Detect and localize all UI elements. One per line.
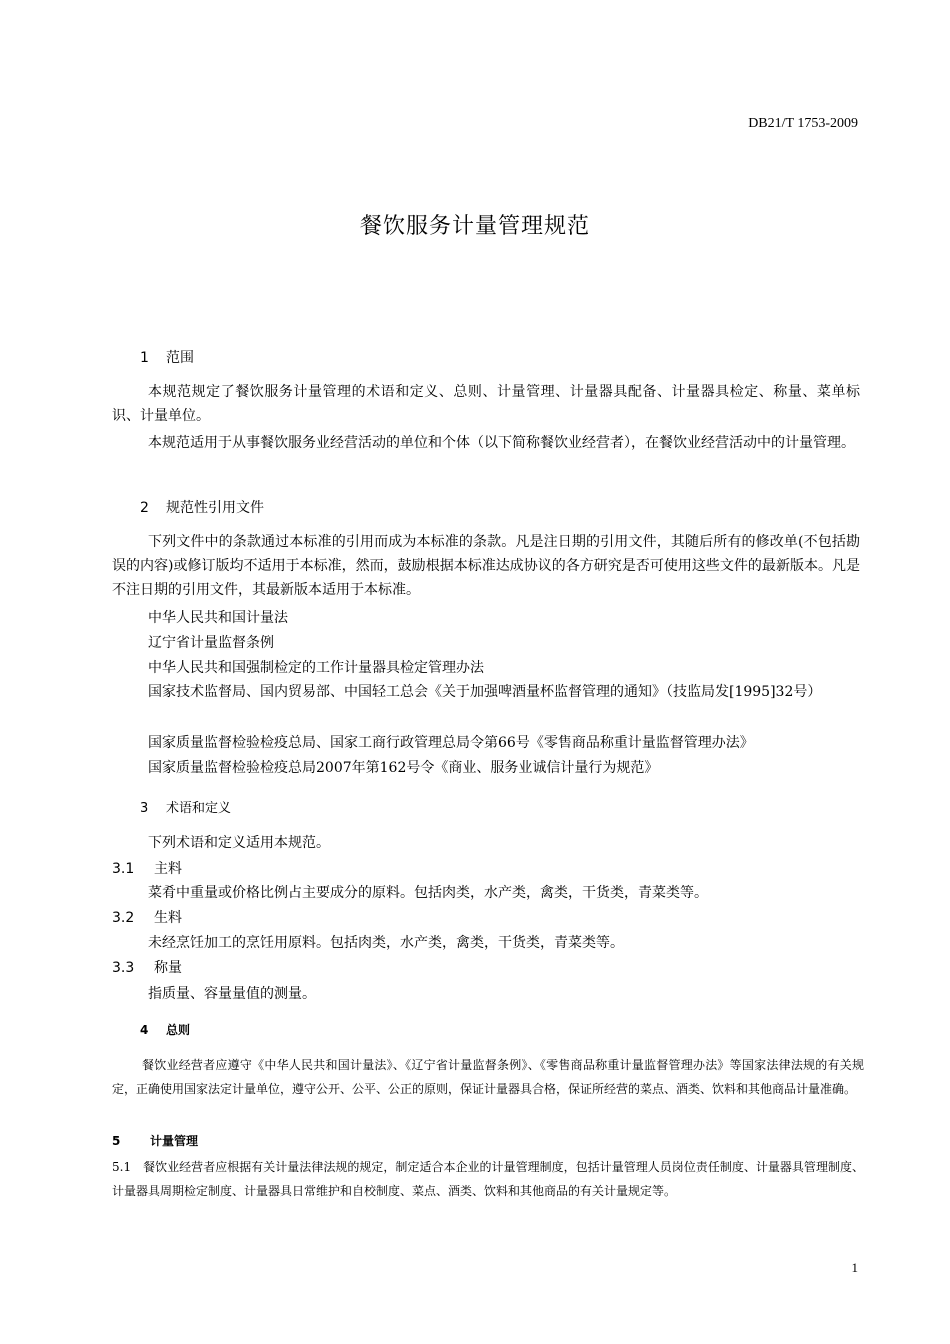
section-title: 规范性引用文件 <box>166 500 264 516</box>
term-name: 称量 <box>154 960 182 976</box>
section-number: 3 <box>140 801 149 816</box>
term-heading: 3.3 称量 <box>112 960 182 976</box>
paragraph: 本规范规定了餐饮服务计量管理的术语和定义、总则、计量管理、计量器具配备、计量器具检定、称量、菜单标识、计量单位。 <box>112 384 860 424</box>
section-title: 总则 <box>166 1023 191 1037</box>
section-2-heading <box>140 497 264 517</box>
page-number: 1 <box>851 1260 858 1275</box>
standard-code: DB21/T 1753-2009 <box>748 116 858 131</box>
section-number: 5 <box>112 1134 121 1148</box>
term-name: 生料 <box>154 910 182 926</box>
reference-item: 中华人民共和国强制检定的工作计量器具检定管理办法 <box>148 660 484 676</box>
section-title: 术语和定义 <box>166 801 232 816</box>
term-heading: 3.2 生料 <box>112 910 182 926</box>
section-number: 1 <box>140 350 149 366</box>
reference-item: 国家质量监督检验检疫总局、国家工商行政管理总局令第66号《零售商品称重计量监督管理办法》 <box>148 735 754 751</box>
term-heading: 3.1 主料 <box>112 861 182 877</box>
section-title: 范围 <box>166 350 194 366</box>
section-1-heading <box>140 347 194 367</box>
term-definition: 未经烹饪加工的烹饪用原料。包括肉类，水产类，禽类，干货类，青菜类等。 <box>148 935 624 951</box>
section-5-heading <box>112 1132 198 1149</box>
section-number: 2 <box>140 500 149 516</box>
term-definition: 指质量、容量量值的测量。 <box>148 986 316 1002</box>
reference-item: 中华人民共和国计量法 <box>148 610 288 626</box>
section-4-heading <box>140 1021 190 1038</box>
section-3-heading <box>140 797 231 816</box>
section-title: 计量管理 <box>150 1134 199 1148</box>
section-intro: 下列术语和定义适用本规范。 <box>148 835 330 851</box>
reference-item: 国家质量监督检验检疫总局2007年第162号令《商业、服务业诚信计量行为规范》 <box>148 760 659 776</box>
paragraph: 下列文件中的条款通过本标准的引用而成为本标准的条款。凡是注日期的引用文件，其随后所有的修改单(不包括勘误的内容)或修订版均不适用于本标准，然而，鼓励根据本标准达成协议的各方研究是否可使用这些文件的最新版本。凡是不注日期的引用文件，其最新版本适用于本标准。 <box>112 534 860 598</box>
paragraph: 5.1 餐饮业经营者应根据有关计量法律法规的规定，制定适合本企业的计量管理制度，包括计量管理人员岗位责任制度、计量器具管理制度、计量器具周期检定制度、计量器具日常维护和自校制度、菜点、酒类、饮料和其他商品的有关计量规定等。 <box>112 1160 864 1198</box>
term-definition: 菜肴中重量或价格比例占主要成分的原料。包括肉类，水产类，禽类，干货类，青菜类等。 <box>148 885 708 901</box>
term-name: 主料 <box>154 861 182 877</box>
paragraph: 本规范适用于从事餐饮服务业经营活动的单位和个体（以下简称餐饮业经营者），在餐饮业经营活动中的计量管理。 <box>148 435 855 451</box>
document-title: 餐饮服务计量管理规范 <box>359 214 590 239</box>
reference-item: 辽宁省计量监督条例 <box>148 635 274 651</box>
reference-item: 国家技术监督局、国内贸易部、中国轻工总会《关于加强啤酒量杯监督管理的通知》（技监局发[1995]32号） <box>148 684 822 700</box>
paragraph: 餐饮业经营者应遵守《中华人民共和国计量法》、《辽宁省计量监督条例》、《零售商品称重计量监督管理办法》等国家法律法规的有关规定，正确使用国家法定计量单位，遵守公开、公平、公正的原则，保证计量器具合格，保证所经营的菜点、酒类、饮料和其他商品计量准确。 <box>112 1058 864 1096</box>
section-number: 4 <box>140 1023 149 1037</box>
